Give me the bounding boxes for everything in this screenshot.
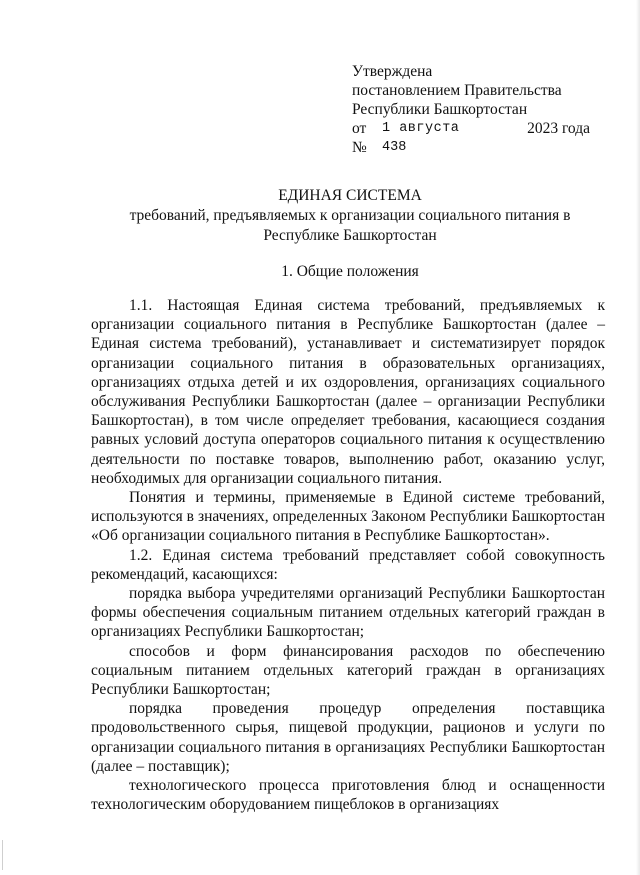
approval-number-value: 438 bbox=[382, 140, 407, 155]
scan-mark bbox=[2, 840, 3, 870]
paragraph-item-technology: технологического процесса приготовления блюд и оснащенности технологическим оборудованием пищеблоков в организациях bbox=[91, 777, 605, 814]
approval-date-year: 2023 года bbox=[527, 120, 590, 137]
approval-line-1: Утверждена bbox=[352, 63, 433, 80]
section-heading: 1. Общие положения bbox=[281, 263, 419, 280]
paragraph-item-financing: способов и форм финансирования расходов по обеспечению социальным питанием отдельных категорий граждан в организациях Республики Башкортостан; bbox=[91, 642, 605, 699]
paragraph-item-procedures: порядка проведения процедур определения поставщика продовольственного сырья, пищевой продукции, рационов и услуги по организации социального питания в организациях Республики Башкортостан (далее – поставщик); bbox=[91, 700, 605, 775]
document-title bbox=[90, 186, 610, 246]
document-subtitle: требований, предъявляемых к организации социального питания в Республике Башкортостан bbox=[129, 207, 571, 244]
paragraph-terms: Понятия и термины, применяемые в Единой системе требований, используются в значениях, определенных Законом Республики Башкортостан «Об организации социального питания в Республике Башкортостан». bbox=[91, 489, 605, 545]
approval-line-3: Республики Башкортостан bbox=[352, 101, 528, 118]
approval-date-value: 1 августа bbox=[382, 121, 460, 136]
approval-number-prefix: № bbox=[352, 139, 367, 156]
document-main-title: ЕДИНАЯ СИСТЕМА bbox=[278, 187, 422, 204]
document-body bbox=[91, 296, 605, 814]
approval-date-row bbox=[352, 119, 602, 138]
paragraph-1-2: 1.2. Единая система требований представляет собой совокупность рекомендаций, касающихся: bbox=[91, 546, 605, 583]
approval-line-2: постановлением Правительства bbox=[352, 82, 562, 99]
approval-date-prefix: от bbox=[352, 120, 367, 137]
approval-stamp bbox=[352, 62, 602, 157]
approval-number-row bbox=[352, 138, 602, 157]
paragraph-item-selection: порядка выбора учредителями организаций Республики Башкортостан формы обеспечения социальным питанием отдельных категорий граждан в организациях Республики Башкортостан; bbox=[91, 585, 605, 641]
paragraph-1-1: 1.1. Настоящая Единая система требований, предъявляемых к организации социального питания в Республике Башкортостан (далее – Единая система требований), устанавливает и систематизирует порядок организации социального питания в образовательных организациях, организациях отдыха детей и их оздоровления, организациях социального обслуживания Республики Башкортостан (далее – организации Республики Башкортостан), в том числе определяет требования, касающиеся создания равных условий доступа операторов социального питания к осуществлению деятельности по поставке товаров, выполнению работ, оказанию услуг, необходимых для организации социального питания. bbox=[91, 297, 605, 487]
scan-edge-shadow bbox=[636, 0, 640, 875]
